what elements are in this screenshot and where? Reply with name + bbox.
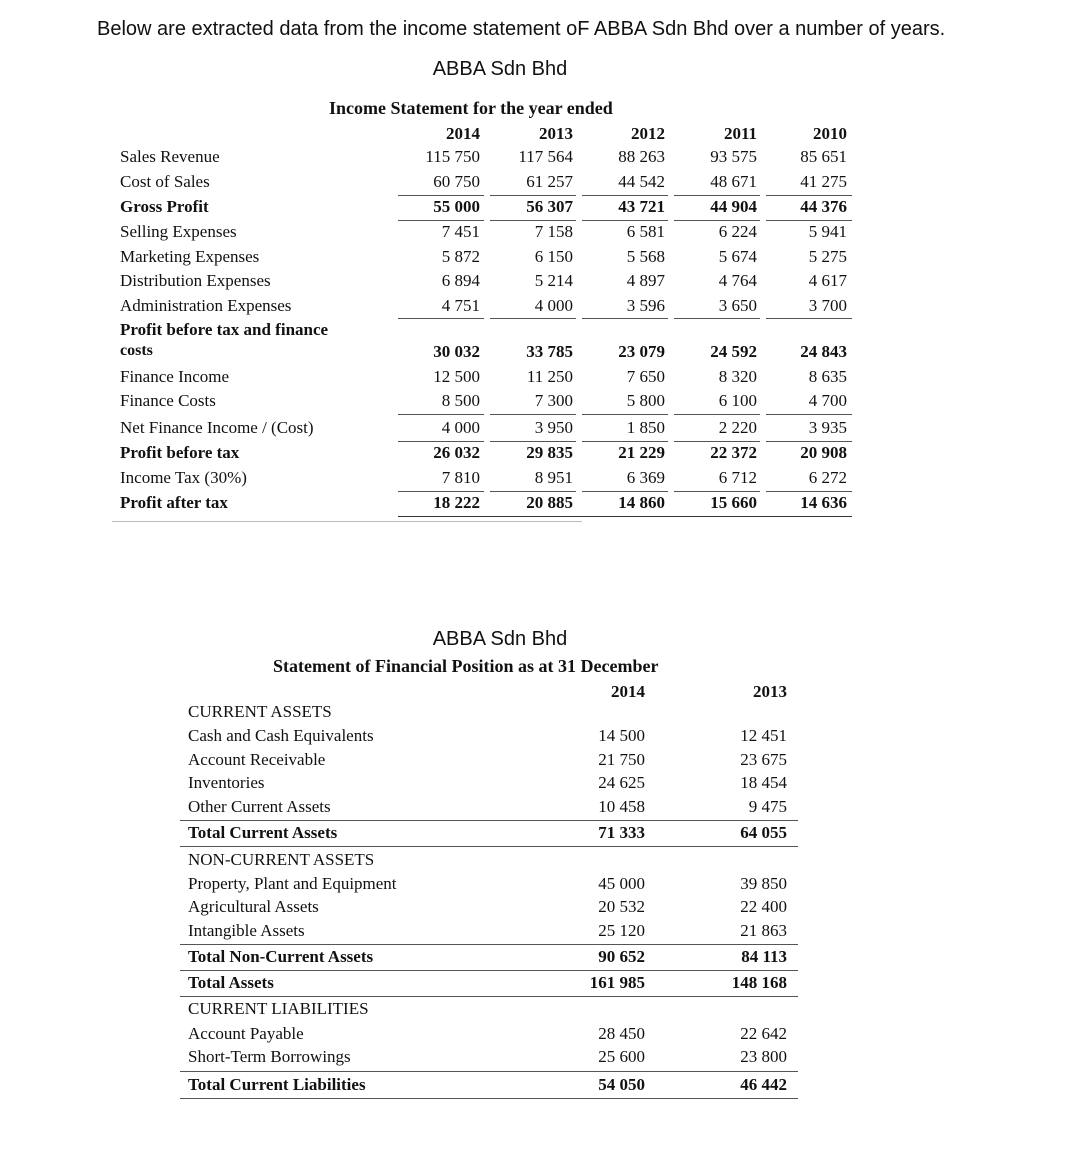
- rule: [490, 414, 576, 415]
- cell: 23 800: [740, 1047, 787, 1066]
- cell: 2 220: [718, 418, 757, 437]
- row-label: Profit before tax: [120, 443, 240, 462]
- cell: 6 581: [626, 222, 665, 241]
- rule: [490, 220, 576, 221]
- row-label: Selling Expenses: [120, 222, 237, 241]
- cell: 22 400: [740, 897, 787, 916]
- row-label: Finance Income: [120, 367, 230, 386]
- rule: [674, 195, 760, 196]
- cell: 14 860: [618, 493, 665, 512]
- row-label: Marketing Expenses: [120, 247, 260, 266]
- cell: 4 751: [441, 296, 480, 315]
- rule: [674, 441, 760, 442]
- row-label: Total Non-Current Assets: [188, 947, 374, 966]
- row-label: Sales Revenue: [120, 147, 220, 166]
- section-heading: NON-CURRENT ASSETS: [188, 850, 375, 869]
- rule: [582, 195, 668, 196]
- cell: 26 032: [433, 443, 480, 462]
- cell: 4 000: [441, 418, 480, 437]
- rule: [582, 491, 668, 492]
- cell: 7 158: [534, 222, 573, 241]
- row-label: Cost of Sales: [120, 172, 210, 191]
- cell: 54 050: [598, 1075, 645, 1094]
- cell: 55 000: [433, 197, 480, 216]
- cell: 12 451: [740, 726, 787, 745]
- cell: 6 150: [534, 247, 573, 266]
- company-name: ABBA Sdn Bhd: [432, 58, 568, 80]
- rule: [766, 318, 852, 319]
- cell: 115 750: [425, 147, 480, 166]
- rule: [180, 996, 798, 997]
- cell: 85 651: [800, 147, 847, 166]
- rule: [490, 195, 576, 196]
- cell: 8 500: [441, 391, 480, 410]
- cell: 3 650: [718, 296, 757, 315]
- cell: 25 120: [598, 921, 645, 940]
- cell: 44 376: [800, 197, 847, 216]
- scan-artifact: [112, 521, 582, 522]
- cell: 20 885: [526, 493, 573, 512]
- cell: 6 712: [718, 468, 757, 487]
- cell: 6 224: [718, 222, 757, 241]
- cell: 21 229: [618, 443, 665, 462]
- row-label: Agricultural Assets: [188, 897, 319, 916]
- cell: 64 055: [740, 823, 787, 842]
- cell: 30 032: [433, 342, 480, 361]
- cell: 12 500: [433, 367, 480, 386]
- row-label: Total Current Assets: [188, 823, 338, 842]
- financial-position-title: Statement of Financial Position as at 31 December: [273, 656, 659, 676]
- cell: 5 568: [626, 247, 665, 266]
- cell: 22 642: [740, 1024, 787, 1043]
- cell: 18 454: [740, 773, 787, 792]
- row-label: Account Receivable: [188, 750, 326, 769]
- row-label: Short-Term Borrowings: [188, 1047, 351, 1066]
- cell: 6 369: [626, 468, 665, 487]
- rule: [398, 491, 484, 492]
- cell: 39 850: [740, 874, 787, 893]
- cell: 10 458: [598, 797, 645, 816]
- cell: 117 564: [518, 147, 573, 166]
- cell: 5 800: [626, 391, 665, 410]
- cell: 3 596: [626, 296, 665, 315]
- rule: [398, 441, 484, 442]
- cell: 33 785: [526, 342, 573, 361]
- cell: 7 810: [441, 468, 480, 487]
- year-header-2013: 2013: [539, 124, 573, 143]
- year-header-2012: 2012: [631, 124, 665, 143]
- rule: [766, 195, 852, 196]
- cell: 4 617: [808, 271, 847, 290]
- row-label: Income Tax (30%): [120, 468, 247, 487]
- cell: 44 904: [710, 197, 757, 216]
- row-label: Finance Costs: [120, 391, 216, 410]
- rule: [490, 441, 576, 442]
- cell: 9 475: [748, 797, 787, 816]
- cell: 6 100: [718, 391, 757, 410]
- rule: [766, 491, 852, 492]
- cell: 15 660: [710, 493, 757, 512]
- cell: 60 750: [433, 172, 480, 191]
- cell: 3 950: [534, 418, 573, 437]
- row-label: Other Current Assets: [188, 797, 331, 816]
- cell: 7 300: [534, 391, 573, 410]
- cell: 43 721: [618, 197, 665, 216]
- cell: 3 700: [808, 296, 847, 315]
- section-heading: CURRENT ASSETS: [188, 702, 332, 721]
- year-header-2014: 2014: [446, 124, 480, 143]
- rule: [582, 220, 668, 221]
- cell: 7 650: [626, 367, 665, 386]
- rule: [180, 944, 798, 945]
- rule: [674, 414, 760, 415]
- fp-year-header-2013: 2013: [753, 682, 787, 701]
- rule: [180, 1098, 798, 1099]
- rule: [674, 491, 760, 492]
- cell: 46 442: [740, 1075, 787, 1094]
- row-label: Inventories: [188, 773, 265, 792]
- row-label: costs: [120, 342, 153, 359]
- cell: 6 272: [808, 468, 847, 487]
- income-statement-title: Income Statement for the year ended: [329, 98, 613, 118]
- rule: [490, 491, 576, 492]
- cell: 4 000: [534, 296, 573, 315]
- row-label: Total Assets: [188, 973, 274, 992]
- cell: 41 275: [800, 172, 847, 191]
- cell: 1 850: [626, 418, 665, 437]
- row-label: Total Current Liabilities: [188, 1075, 366, 1094]
- rule: [180, 846, 798, 847]
- rule: [582, 441, 668, 442]
- row-label: Administration Expenses: [120, 296, 292, 315]
- cell: 23 675: [740, 750, 787, 769]
- cell: 5 674: [718, 247, 757, 266]
- cell: 11 250: [526, 367, 573, 386]
- cell: 29 835: [526, 443, 573, 462]
- intro-text: Below are extracted data from the income statement oF ABBA Sdn Bhd over a number of years.: [97, 18, 946, 40]
- rule: [398, 195, 484, 196]
- rule: [766, 441, 852, 442]
- rule: [180, 970, 798, 971]
- cell: 25 600: [598, 1047, 645, 1066]
- row-label: Profit before tax and finance: [120, 320, 329, 339]
- rule: [180, 1071, 798, 1072]
- cell: 161 985: [589, 973, 645, 992]
- cell: 61 257: [526, 172, 573, 191]
- section-heading: CURRENT LIABILITIES: [188, 999, 369, 1018]
- cell: 45 000: [598, 874, 645, 893]
- row-label: Account Payable: [188, 1024, 304, 1043]
- cell: 71 333: [598, 823, 645, 842]
- fp-year-header-2014: 2014: [611, 682, 645, 701]
- rule: [766, 414, 852, 415]
- rule: [490, 318, 576, 319]
- cell: 44 542: [618, 172, 665, 191]
- row-label: Net Finance Income / (Cost): [120, 418, 314, 437]
- cell: 3 935: [808, 418, 847, 437]
- rule: [582, 318, 668, 319]
- cell: 24 625: [598, 773, 645, 792]
- cell: 22 372: [710, 443, 757, 462]
- cell: 88 263: [618, 147, 665, 166]
- cell: 20 532: [598, 897, 645, 916]
- rule: [674, 318, 760, 319]
- cell: 8 635: [808, 367, 847, 386]
- rule: [398, 318, 484, 319]
- rule: [674, 220, 760, 221]
- cell: 6 894: [441, 271, 480, 290]
- cell: 8 320: [718, 367, 757, 386]
- cell: 93 575: [710, 147, 757, 166]
- cell: 28 450: [598, 1024, 645, 1043]
- cell: 20 908: [800, 443, 847, 462]
- rule: [398, 516, 852, 517]
- cell: 5 214: [534, 271, 573, 290]
- row-label: Cash and Cash Equivalents: [188, 726, 374, 745]
- company-name-2: ABBA Sdn Bhd: [432, 628, 568, 650]
- cell: 84 113: [741, 947, 787, 966]
- cell: 24 592: [710, 342, 757, 361]
- rule: [180, 820, 798, 821]
- cell: 14 500: [598, 726, 645, 745]
- rule: [766, 220, 852, 221]
- year-header-2010: 2010: [813, 124, 847, 143]
- cell: 5 872: [441, 247, 480, 266]
- cell: 7 451: [441, 222, 480, 241]
- cell: 56 307: [526, 197, 573, 216]
- cell: 90 652: [598, 947, 645, 966]
- cell: 24 843: [800, 342, 847, 361]
- row-label: Profit after tax: [120, 493, 228, 512]
- cell: 48 671: [710, 172, 757, 191]
- cell: 23 079: [618, 342, 665, 361]
- cell: 4 764: [718, 271, 757, 290]
- rule: [398, 220, 484, 221]
- cell: 18 222: [433, 493, 480, 512]
- row-label: Distribution Expenses: [120, 271, 271, 290]
- cell: 21 750: [598, 750, 645, 769]
- year-header-2011: 2011: [723, 124, 757, 143]
- row-label: Property, Plant and Equipment: [188, 874, 397, 893]
- cell: 5 275: [808, 247, 847, 266]
- cell: 148 168: [731, 973, 787, 992]
- row-label: Gross Profit: [120, 197, 209, 216]
- rule: [398, 414, 484, 415]
- cell: 14 636: [800, 493, 847, 512]
- cell: 4 700: [808, 391, 847, 410]
- rule: [582, 414, 668, 415]
- cell: 4 897: [626, 271, 665, 290]
- cell: 21 863: [740, 921, 787, 940]
- cell: 8 951: [534, 468, 573, 487]
- row-label: Intangible Assets: [188, 921, 305, 940]
- cell: 5 941: [808, 222, 847, 241]
